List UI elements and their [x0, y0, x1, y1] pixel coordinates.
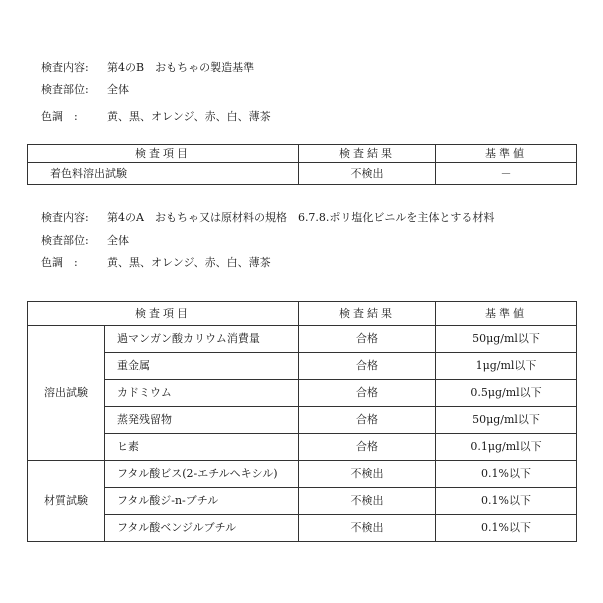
- table-row: [28, 488, 577, 515]
- s1-part-label: 検査部位:: [41, 83, 89, 96]
- table-row: [28, 163, 577, 185]
- s1-header-item: 検査項目: [28, 145, 299, 163]
- s2-row-result: 不検出: [299, 515, 436, 542]
- s2-row-result: 合格: [299, 353, 436, 380]
- table-row: [28, 353, 577, 380]
- s2-row-result: 合格: [299, 380, 436, 407]
- s1-color-label: 色調 :: [41, 110, 78, 123]
- s2-part-label: 検査部位:: [41, 234, 89, 247]
- s2-row-standard: 50μg/ml以下: [436, 407, 577, 434]
- s1-content-value: 第4のB おもちゃの製造基準: [107, 61, 255, 74]
- s1-header-standard: 基準値: [436, 145, 577, 163]
- table-row: [28, 326, 577, 353]
- table-row: [28, 515, 577, 542]
- s2-row-standard: 0.1%以下: [436, 461, 577, 488]
- s2-row-item: 重金属: [105, 353, 299, 380]
- s2-content-value: 第4のA おもちゃ又は原材料の規格 6.7.8.ポリ塩化ビニルを主体とする材料: [107, 211, 495, 224]
- s1-header-result: 検査結果: [299, 145, 436, 163]
- s2-results-table: [27, 301, 577, 542]
- s2-row-item: 過マンガン酸カリウム消費量: [105, 326, 299, 353]
- table-row: [28, 461, 577, 488]
- table-row: [28, 407, 577, 434]
- s1-content-label: 検査内容:: [41, 61, 89, 74]
- s2-header-result: 検査結果: [299, 302, 436, 326]
- s2-row-standard: 0.1μg/ml以下: [436, 434, 577, 461]
- s2-header-standard: 基準値: [436, 302, 577, 326]
- table-row: [28, 434, 577, 461]
- s2-row-item: 蒸発残留物: [105, 407, 299, 434]
- s2-row-standard: 0.1%以下: [436, 488, 577, 515]
- s2-color-label: 色調 :: [41, 256, 78, 269]
- s1-row-result: 不検出: [299, 163, 436, 185]
- s2-header-item: 検査項目: [28, 302, 299, 326]
- s2-row-item: フタル酸ベンジルブチル: [105, 515, 299, 542]
- s2-row-standard: 0.1%以下: [436, 515, 577, 542]
- s2-row-standard: 1μg/ml以下: [436, 353, 577, 380]
- s2-content-label: 検査内容:: [41, 211, 89, 224]
- table-row: [28, 380, 577, 407]
- s2-row-result: 合格: [299, 407, 436, 434]
- s2-row-result: 不検出: [299, 488, 436, 515]
- s1-header-row: [28, 145, 577, 163]
- s2-header-row: [28, 302, 577, 326]
- s1-results-table: [27, 144, 577, 185]
- s1-part-value: 全体: [107, 83, 129, 96]
- s2-row-standard: 50μg/ml以下: [436, 326, 577, 353]
- s2-color-value: 黄、黒、オレンジ、赤、白、薄茶: [107, 256, 271, 269]
- s1-row-standard: －: [436, 163, 577, 185]
- s2-row-item: ヒ素: [105, 434, 299, 461]
- s2-part-value: 全体: [107, 234, 129, 247]
- s2-row-standard: 0.5μg/ml以下: [436, 380, 577, 407]
- s2-row-item: フタル酸ジ-n-ブチル: [105, 488, 299, 515]
- s2-row-item: フタル酸ビス(2-エチルヘキシル): [105, 461, 299, 488]
- s2-row-result: 不検出: [299, 461, 436, 488]
- s2-row-result: 合格: [299, 434, 436, 461]
- s2-category-material: 材質試験: [28, 461, 105, 542]
- s2-row-item: カドミウム: [105, 380, 299, 407]
- s2-category-elution: 溶出試験: [28, 326, 105, 461]
- s1-row-item: 着色料溶出試験: [28, 163, 299, 185]
- s2-row-result: 合格: [299, 326, 436, 353]
- s1-color-value: 黄、黒、オレンジ、赤、白、薄茶: [107, 110, 271, 123]
